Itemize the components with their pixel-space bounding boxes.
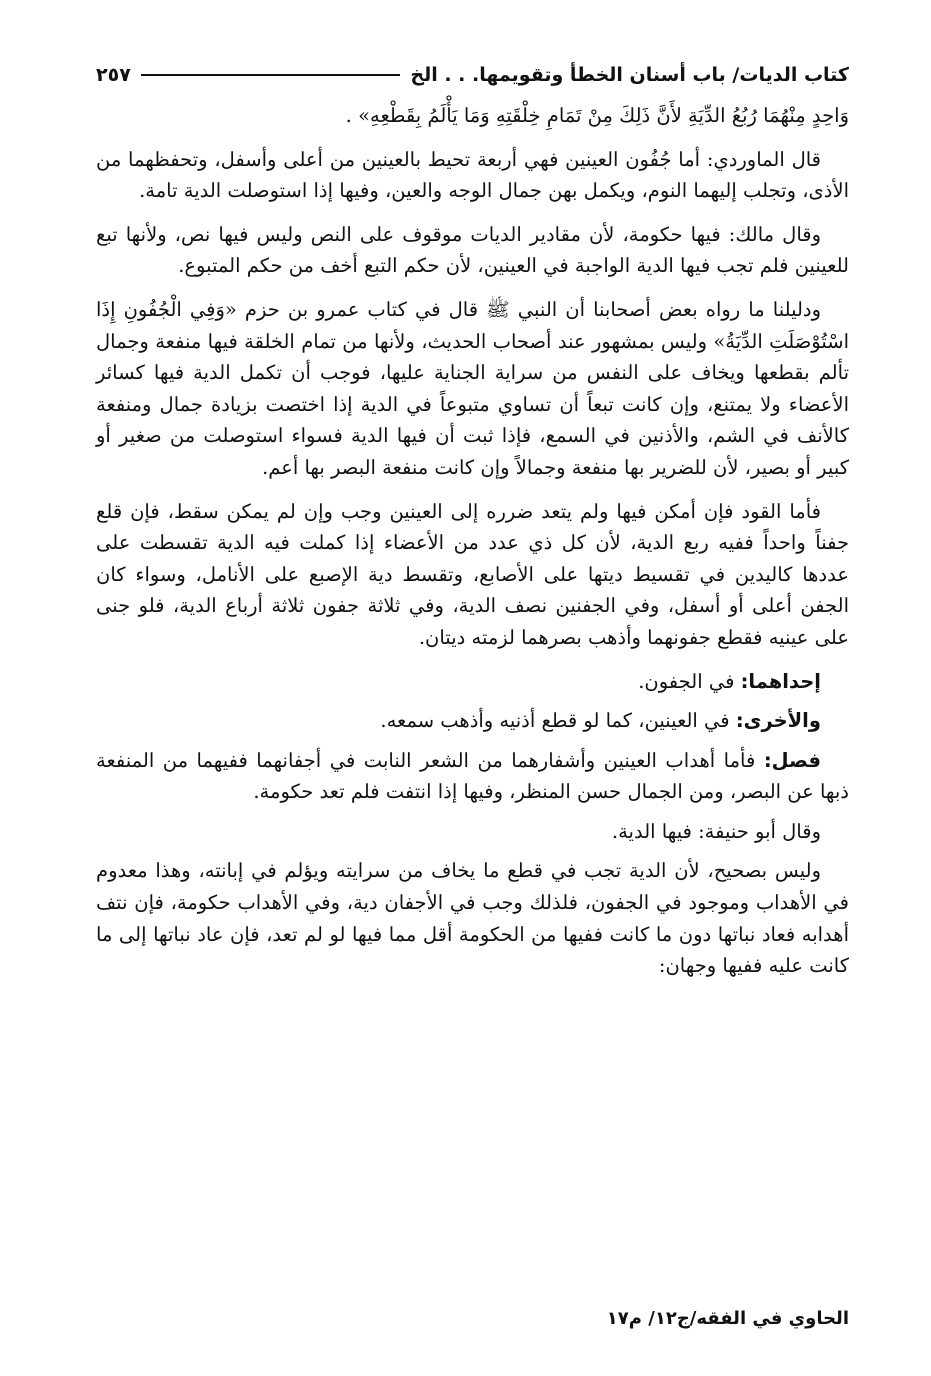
- paragraph-second: [96, 705, 849, 737]
- paragraph-lead: والأخرى:: [735, 709, 821, 733]
- paragraph-continuation: [96, 100, 849, 132]
- paragraph-text: ودليلنا ما رواه بعض أصحابنا أن النبي ﷺ قال في كتاب عمرو بن حزم «وَفِي الْجُفُونِ إِذَا اسْتُوْصَلَتِ الدِّيَةُ» وليس بمشهور عند أصحاب الحديث، ولأنها من تمام الخلقة فيها منفعة وجمال تألم بقطعها ويخاف على النفس من سراية الجناية عليها، فوجب أن تكمل الدية فيها كسائر الأعضاء ولا يمتنع، وإن كانت تبعاً أن تساوي متبوعاً في الدية إذا اختصت بزيادة جمال ومنفعة كالأنف في الشم، والأذنين في السمع، فإذا ثبت أن فيها الدية فسواء استوصلت من صغير أو كبير أو بصير، لأن للضرير بها منفعة وجمالاً وإن كانت منفعة البصر بها أعم.: [96, 297, 849, 479]
- paragraph-abu-hanifa: [96, 816, 849, 848]
- paragraph-text: فأما القود فإن أمكن فيها ولم يتعد ضرره إلى العينين وجب وإن لم يمكن سقط، فإن قلع جفناً واحداً ففيه ربع الدية، لأن كل ذي عدد من الأعضاء إذا كملت فيه الدية تقسطت على عددها كاليدين في تقسيط ديتها على الأصابع، وتقسط دية الإصبع على الأنامل، وسواء كان الجفن أعلى أو أسفل، وفي الجفنين نصف الدية، وفي ثلاثة جفون ثلاثة أرباع الدية، فلو جنى على عينيه فقطع جفونهما وأذهب بصرهما لزمته ديتان.: [96, 499, 849, 649]
- paragraph-text: وقال مالك: فيها حكومة، لأن مقادير الديات موقوف على النص وليس فيها نص، ولأنها تبع للعينين فلم تجب فيها الدية الواجبة في العينين، لأن حكم التبع أخف من حكم المتبوع.: [96, 222, 849, 278]
- paragraph-lead: فصل:: [763, 748, 821, 772]
- page-header: [96, 58, 849, 92]
- paragraph-lead: إحداهما:: [740, 669, 821, 693]
- paragraph-malik: [96, 219, 849, 282]
- paragraph-mawardi: [96, 144, 849, 207]
- paragraph-text: وليس بصحيح، لأن الدية تجب في قطع ما يخاف من سرايته ويؤلم في إبانته، وهذا معدوم في الأهداب وموجود في الجفون، فلذلك وجب في الأجفان دية، وفي الأهداب حكومة، فإن نتف أهدابه فعاد نباتها دون ما كانت ففيها من الحكومة أقل مما فيها لو لم تعد، فإن عاد نباتها إلى ما كانت عليه ففيها وجهان:: [96, 859, 849, 978]
- paragraph-text: قال الماوردي: أما جُفُون العينين فهي أربعة تحيط بالعينين من أعلى وأسفل، وتحفظهما من الأذى، وتجلب إليهما النوم، ويكمل بهن جمال الوجه والعين، وفيها إذا استوصلت الدية تامة.: [96, 147, 849, 203]
- paragraph-text: فأما أهداب العينين وأشفارهما من الشعر النابت في أجفانهما ففيهما من المنفعة ذبها عن البصر، ومن الجمال حسن المنظر، وفيها إذا انتفت فلم تعد حكومة.: [96, 748, 849, 804]
- page-number: ٢٥٧: [96, 64, 131, 86]
- paragraph-qawad: [96, 496, 849, 654]
- paragraph-text: وَاحِدٍ مِنْهُمَا رُبُعُ الدِّيَةِ لأَنَّ ذَلِكَ مِنْ تَمَامِ خِلْقَتِهِ وَمَا يَأْلَمُ بِقَطْعِهِ» .: [345, 104, 849, 127]
- header-rule: [141, 74, 401, 76]
- paragraph-text: وقال أبو حنيفة: فيها الدية.: [611, 819, 821, 843]
- paragraph-rebuttal: [96, 855, 849, 981]
- paragraph-section: [96, 745, 849, 808]
- main-text: [96, 100, 849, 994]
- running-title: كتاب الديات/ باب أسنان الخطأ وتقويمها. . . الخ: [410, 64, 849, 86]
- paragraph-text: في العينين، كما لو قطع أذنيه وأذهب سمعه.: [380, 709, 736, 733]
- page-footer: الحاوي في الفقه/ج١٢/ م١٧: [606, 1308, 849, 1329]
- paragraph-evidence: [96, 294, 849, 484]
- paragraph-first: [96, 666, 849, 698]
- paragraph-text: في الجفون.: [638, 669, 741, 693]
